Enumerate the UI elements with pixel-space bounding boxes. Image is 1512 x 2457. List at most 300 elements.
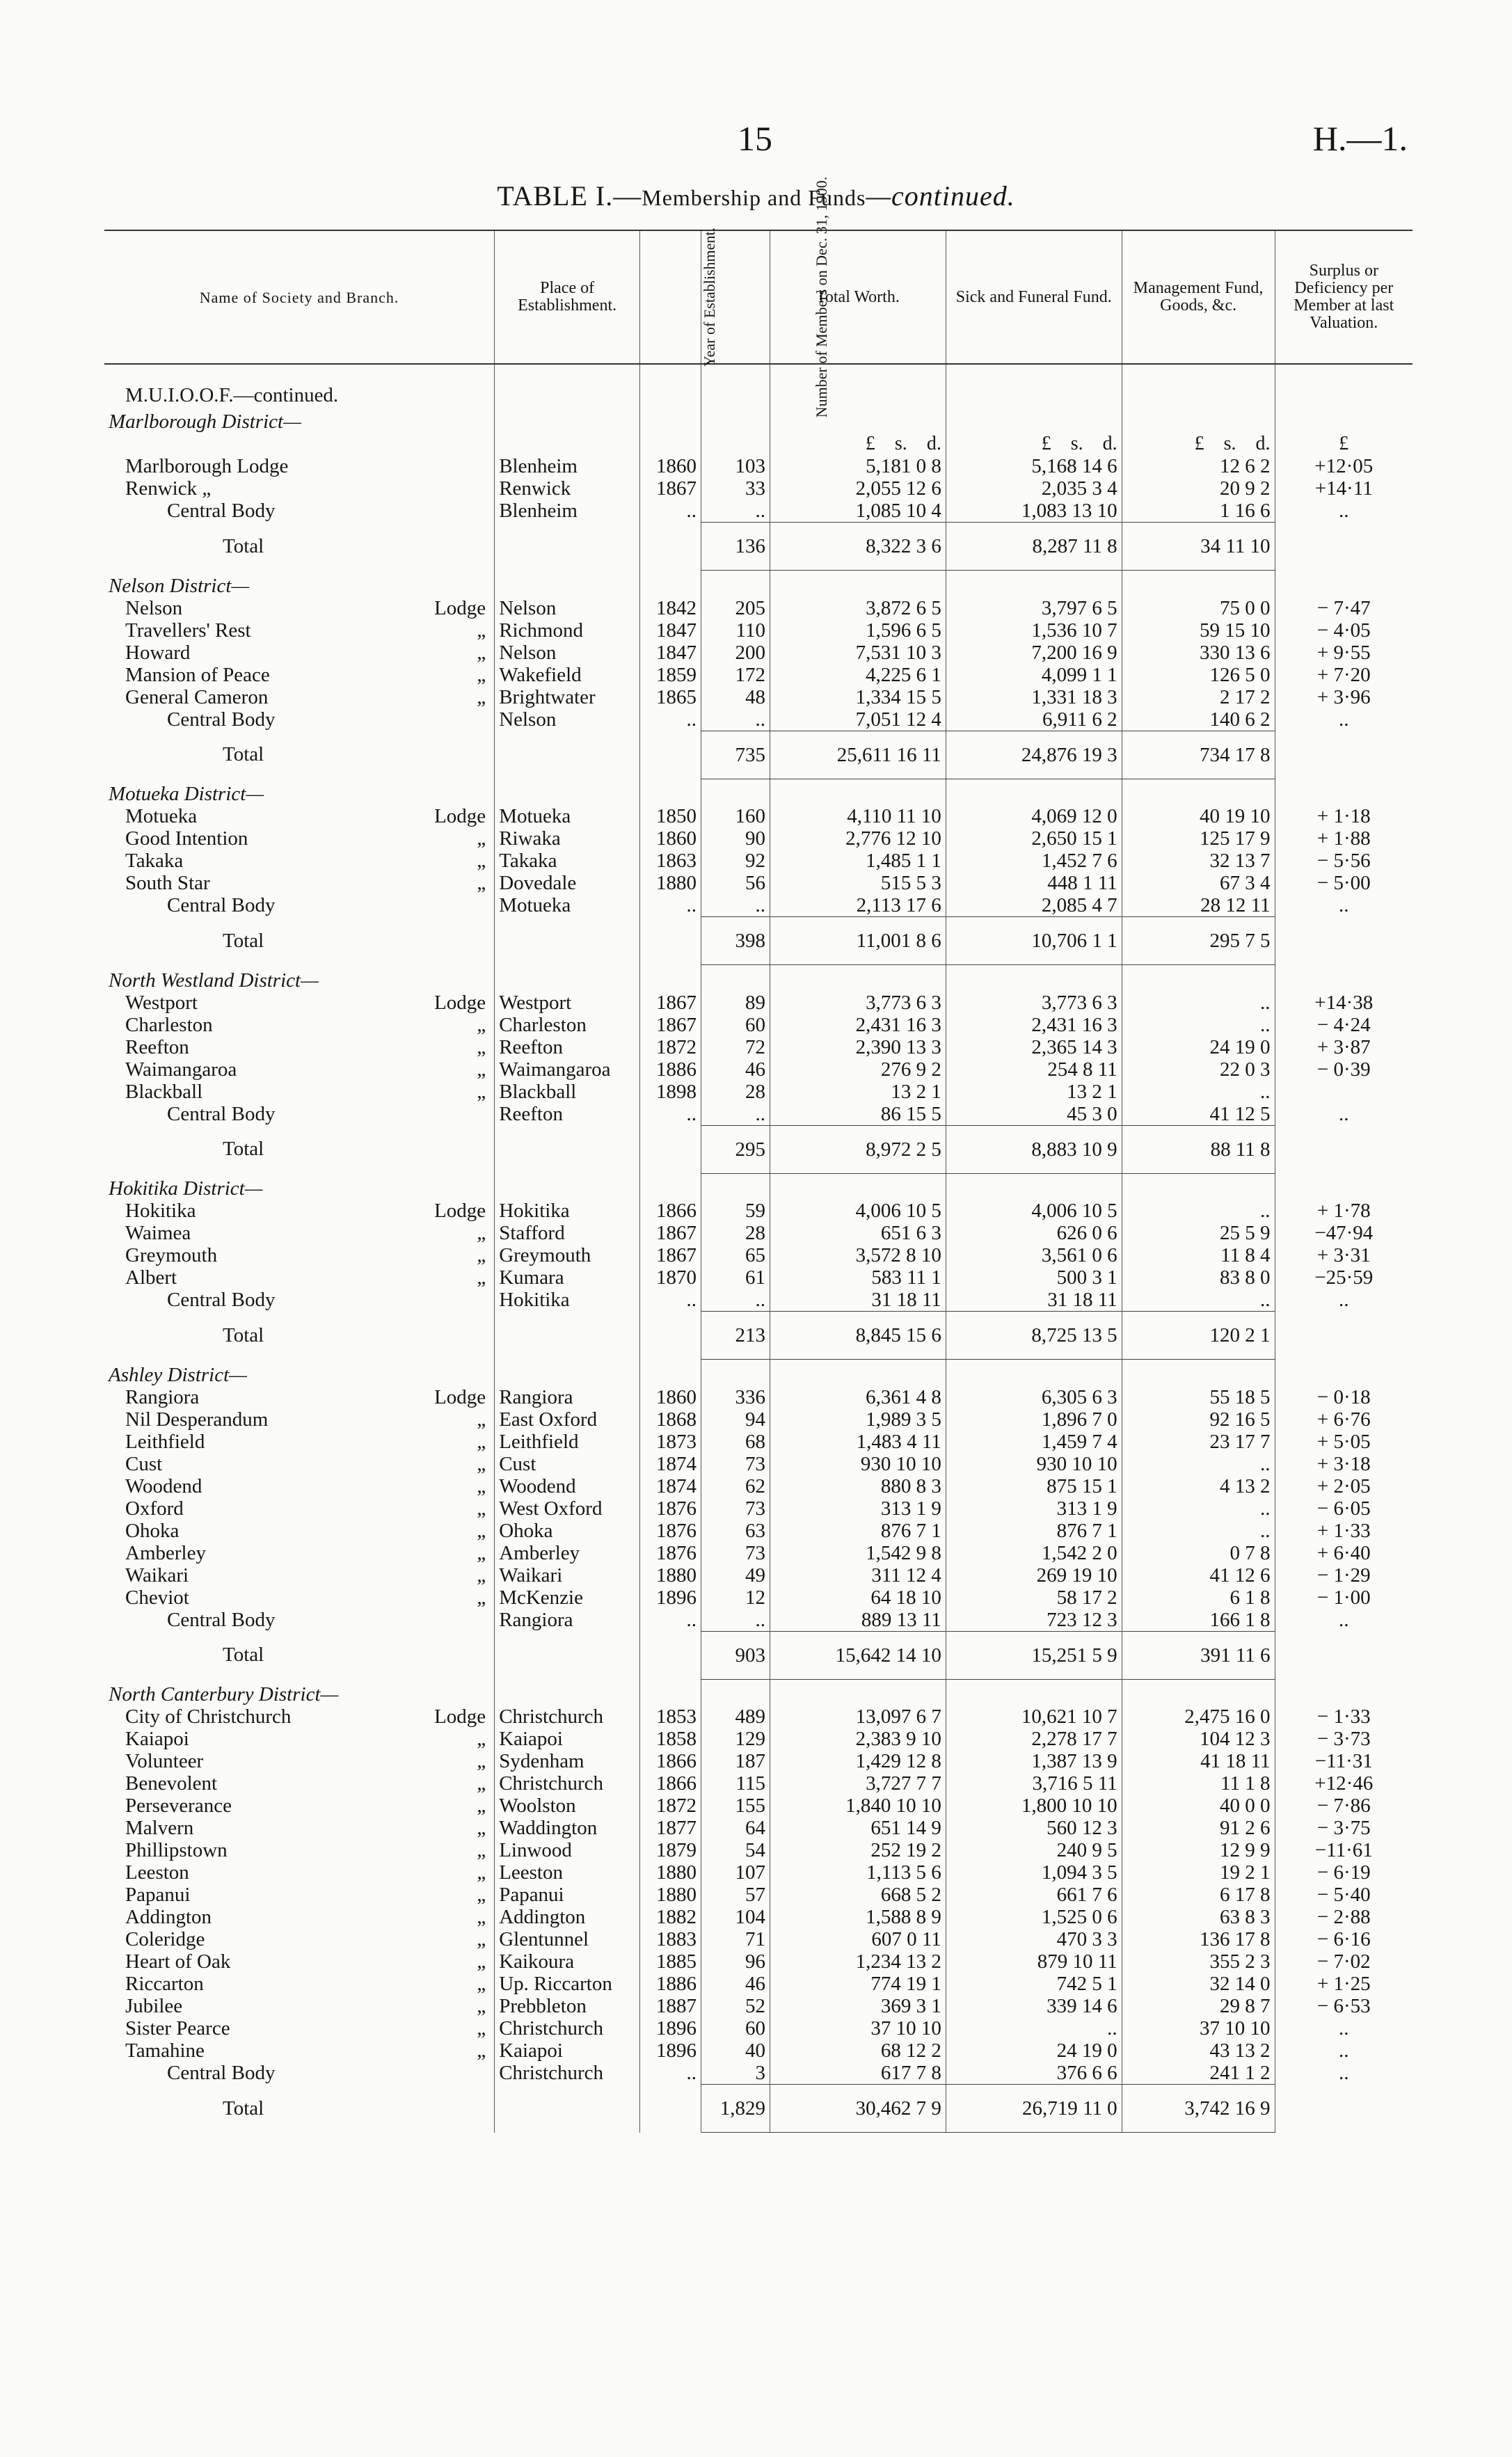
currency-heading (770, 433, 946, 455)
surplus-cell: −25·59 (1275, 1266, 1412, 1289)
table-row (104, 1750, 1412, 1772)
branch-name (104, 1475, 495, 1497)
members-cell: 73 (701, 1497, 770, 1520)
table-row (104, 1795, 1412, 1817)
members-cell: 49 (701, 1564, 770, 1587)
branch-label: Mansion of Peace (125, 663, 270, 686)
surplus-cell: − 6·53 (1275, 1995, 1412, 2017)
branch-label: Travellers' Rest (125, 619, 251, 642)
year-cell: 1883 (640, 1928, 701, 1950)
sick-fund-cell: 875 15 1 (946, 1475, 1122, 1497)
year-cell: 1860 (640, 1386, 701, 1408)
surplus-cell: −47·94 (1275, 1222, 1412, 1244)
lodge-word: „ (477, 1564, 486, 1587)
year-cell: 1847 (640, 642, 701, 664)
blank-cell (946, 1173, 1122, 1200)
lodge-word: Lodge (434, 805, 486, 827)
worth-cell: 3,773 6 3 (770, 992, 946, 1014)
year-cell: 1873 (640, 1431, 701, 1453)
blank-cell (701, 779, 770, 805)
worth-cell: 880 8 3 (770, 1475, 946, 1497)
year-cell: 1885 (640, 1950, 701, 1973)
place-cell: Brightwater (495, 686, 640, 708)
lodge-word: „ (477, 1519, 486, 1542)
year-cell: 1879 (640, 1839, 701, 1861)
worth-cell: 1,085 10 4 (770, 500, 946, 523)
management-cell: 43 13 2 (1122, 2039, 1275, 2062)
sick-fund-cell: 1,083 13 10 (946, 500, 1122, 523)
surplus-cell: − 1·29 (1275, 1564, 1412, 1587)
members-cell: 200 (701, 642, 770, 664)
blank-cell (1122, 779, 1275, 805)
blank-cell (495, 779, 640, 805)
surplus-cell: .. (1275, 500, 1412, 523)
branch-name (104, 1884, 495, 1906)
management-cell: 32 13 7 (1122, 850, 1275, 872)
header-year (640, 227, 719, 367)
lodge-word: „ (477, 872, 486, 894)
lodge-word: „ (477, 1541, 486, 1564)
members-cell: 57 (701, 1884, 770, 1906)
members-cell: 103 (701, 455, 770, 477)
currency-unit: £ (865, 433, 875, 454)
place-cell: East Oxford (495, 1408, 640, 1431)
members-cell: 65 (701, 1244, 770, 1266)
table-row (104, 1081, 1412, 1103)
branch-label: Central Body (167, 1608, 276, 1631)
blank-cell (640, 965, 701, 992)
worth-cell: 1,113 5 6 (770, 1861, 946, 1884)
sick-fund-cell: 269 19 10 (946, 1564, 1122, 1587)
total-row (104, 1631, 1412, 1679)
lodge-word: „ (477, 1817, 486, 1839)
management-cell: 140 6 2 (1122, 708, 1275, 731)
lodge-word: Lodge (434, 991, 486, 1014)
total-row (104, 1125, 1412, 1173)
branch-name (104, 992, 495, 1014)
management-cell: 32 14 0 (1122, 1973, 1275, 1995)
surplus-cell: − 6·05 (1275, 1497, 1412, 1520)
branch-label: Addington (125, 1906, 212, 1928)
place-cell: Motueka (495, 805, 640, 827)
total-management: 734 17 8 (1122, 731, 1275, 779)
district-heading-row (104, 1360, 1412, 1386)
total-row (104, 523, 1412, 571)
blank-cell (1275, 364, 1412, 406)
lodge-word: „ (477, 2017, 486, 2039)
district-name: Marlborough District— (109, 411, 301, 433)
place-cell: Blenheim (495, 500, 640, 523)
blank-cell (770, 965, 946, 992)
worth-cell: 515 5 3 (770, 872, 946, 894)
table-row (104, 2017, 1412, 2039)
blank-cell (946, 779, 1122, 805)
blank-cell (1275, 1312, 1412, 1360)
sick-fund-cell: 876 7 1 (946, 1520, 1122, 1542)
worth-cell: 2,390 13 3 (770, 1036, 946, 1058)
sick-fund-cell: 1,525 0 6 (946, 1906, 1122, 1928)
year-cell: 1880 (640, 1564, 701, 1587)
blank-cell (946, 571, 1122, 597)
table-row (104, 1609, 1412, 1632)
place-cell: Waimangaroa (495, 1058, 640, 1081)
sick-fund-cell: 4,099 1 1 (946, 664, 1122, 686)
sick-fund-cell: 1,542 2 0 (946, 1542, 1122, 1564)
place-cell: Nelson (495, 597, 640, 619)
management-cell: 37 10 10 (1122, 2017, 1275, 2039)
place-cell: Kaikoura (495, 1950, 640, 1973)
surplus-cell: − 5·56 (1275, 850, 1412, 872)
blank-cell (495, 1125, 640, 1173)
total-label: Total (223, 1644, 264, 1666)
currency-heading (946, 433, 1122, 455)
members-cell: 104 (701, 1906, 770, 1928)
worth-cell: 311 12 4 (770, 1564, 946, 1587)
year-cell: 1872 (640, 1795, 701, 1817)
place-cell: Greymouth (495, 1244, 640, 1266)
place-cell: McKenzie (495, 1587, 640, 1609)
year-cell: 1886 (640, 1058, 701, 1081)
blank-cell (701, 965, 770, 992)
table-row (104, 872, 1412, 894)
lodge-word: „ (477, 1013, 486, 1036)
table-title (0, 180, 1512, 212)
worth-cell: 31 18 11 (770, 1289, 946, 1312)
total-label: Total (223, 743, 264, 765)
surplus-cell: −11·31 (1275, 1750, 1412, 1772)
blank-cell (495, 571, 640, 597)
total-worth: 8,845 15 6 (770, 1312, 946, 1360)
table-row (104, 1950, 1412, 1973)
sick-fund-cell: 4,069 12 0 (946, 805, 1122, 827)
table-row (104, 1222, 1412, 1244)
blank-cell (495, 1679, 640, 1705)
sick-fund-cell: 3,561 0 6 (946, 1244, 1122, 1266)
members-cell: 46 (701, 1058, 770, 1081)
year-cell: 1867 (640, 1222, 701, 1244)
branch-label: Waimangaroa (125, 1058, 237, 1081)
place-cell: Reefton (495, 1103, 640, 1126)
total-sick-fund: 24,876 19 3 (946, 731, 1122, 779)
table-row (104, 1839, 1412, 1861)
sick-fund-cell: 2,650 15 1 (946, 827, 1122, 850)
place-cell: Waddington (495, 1817, 640, 1839)
year-cell: 1880 (640, 1884, 701, 1906)
currency-unit: s. (894, 433, 907, 454)
table-row (104, 2039, 1412, 2062)
total-row (104, 1312, 1412, 1360)
sick-fund-cell: 10,621 10 7 (946, 1705, 1122, 1728)
members-cell: 172 (701, 664, 770, 686)
currency-unit: s. (1223, 433, 1236, 454)
total-members: 398 (701, 917, 770, 965)
branch-name (104, 2017, 495, 2039)
members-cell: 94 (701, 1408, 770, 1431)
surplus-cell: − 6·19 (1275, 1861, 1412, 1884)
lodge-word: „ (477, 1950, 486, 1973)
branch-name (104, 1244, 495, 1266)
lodge-word: „ (477, 1772, 486, 1795)
worth-cell: 64 18 10 (770, 1587, 946, 1609)
management-cell: 6 17 8 (1122, 1884, 1275, 1906)
worth-cell: 2,431 16 3 (770, 1014, 946, 1036)
total-members: 1,829 (701, 2085, 770, 2133)
total-members: 136 (701, 523, 770, 571)
blank-cell (946, 1679, 1122, 1705)
worth-cell: 2,113 17 6 (770, 894, 946, 917)
header-members-label: Number of Members on Dec. 31, 1900. (813, 176, 831, 418)
blank-cell (701, 1173, 770, 1200)
table-row (104, 1884, 1412, 1906)
sick-fund-cell: 24 19 0 (946, 2039, 1122, 2062)
surplus-cell: − 4·24 (1275, 1014, 1412, 1036)
year-cell: 1876 (640, 1497, 701, 1520)
lodge-word: „ (477, 1928, 486, 1950)
management-cell: .. (1122, 1453, 1275, 1475)
management-cell: 355 2 3 (1122, 1950, 1275, 1973)
report-code: H.—1. (1312, 119, 1408, 158)
sick-fund-cell: 3,773 6 3 (946, 992, 1122, 1014)
place-cell: Prebbleton (495, 1995, 640, 2017)
total-label: Total (223, 534, 264, 557)
blank-cell (640, 779, 701, 805)
table-row (104, 805, 1412, 827)
members-cell: 28 (701, 1081, 770, 1103)
branch-name (104, 455, 495, 477)
place-cell: Nelson (495, 708, 640, 731)
branch-name (104, 1772, 495, 1795)
surplus-cell: − 3·73 (1275, 1728, 1412, 1750)
branch-name (104, 664, 495, 686)
members-cell: 187 (701, 1750, 770, 1772)
branch-name (104, 1266, 495, 1289)
blank-cell (1275, 731, 1412, 779)
sick-fund-cell: 58 17 2 (946, 1587, 1122, 1609)
surplus-cell: +14·11 (1275, 477, 1412, 500)
worth-cell: 1,588 8 9 (770, 1906, 946, 1928)
year-cell: 1858 (640, 1728, 701, 1750)
members-cell: 28 (701, 1222, 770, 1244)
worth-cell: 4,225 6 1 (770, 664, 946, 686)
total-sick-fund: 15,251 5 9 (946, 1631, 1122, 1679)
header-total-worth: Total Worth. (770, 230, 946, 364)
year-cell: .. (640, 894, 701, 917)
management-cell: 0 7 8 (1122, 1542, 1275, 1564)
branch-label: Ohoka (125, 1519, 180, 1542)
blank-cell (701, 406, 770, 433)
branch-label: Amberley (125, 1541, 206, 1564)
members-cell: 62 (701, 1475, 770, 1497)
currency-unit: s. (1070, 433, 1083, 454)
members-cell: 40 (701, 2039, 770, 2062)
branch-label: Central Body (167, 894, 276, 916)
members-cell: 129 (701, 1728, 770, 1750)
place-cell: Leithfield (495, 1431, 640, 1453)
sick-fund-cell: 742 5 1 (946, 1973, 1122, 1995)
management-cell: .. (1122, 992, 1275, 1014)
sick-fund-cell: 2,035 3 4 (946, 477, 1122, 500)
table-row (104, 1705, 1412, 1728)
members-cell: 155 (701, 1795, 770, 1817)
worth-cell: 13 2 1 (770, 1081, 946, 1103)
table-row (104, 992, 1412, 1014)
members-cell: 12 (701, 1587, 770, 1609)
branch-name (104, 1036, 495, 1058)
surplus-cell: +12·05 (1275, 455, 1412, 477)
worth-cell: 3,572 8 10 (770, 1244, 946, 1266)
branch-name (104, 1750, 495, 1772)
blank-cell (770, 1173, 946, 1200)
worth-cell: 4,006 10 5 (770, 1200, 946, 1222)
blank-cell (701, 433, 770, 455)
sick-fund-cell: 376 6 6 (946, 2062, 1122, 2085)
year-cell: 1867 (640, 1014, 701, 1036)
branch-name (104, 1200, 495, 1222)
management-cell: 104 12 3 (1122, 1728, 1275, 1750)
surplus-cell: .. (1275, 1609, 1412, 1632)
lodge-word: „ (477, 1995, 486, 2017)
table-row (104, 1817, 1412, 1839)
branch-name (104, 1081, 495, 1103)
surplus-cell: + 3·18 (1275, 1453, 1412, 1475)
year-cell: 1870 (640, 1266, 701, 1289)
worth-cell: 313 1 9 (770, 1497, 946, 1520)
management-cell: 23 17 7 (1122, 1431, 1275, 1453)
table-row (104, 619, 1412, 642)
place-cell: Christchurch (495, 1772, 640, 1795)
lodge-word: „ (477, 827, 486, 850)
lodge-word: „ (477, 1430, 486, 1453)
management-cell: 75 0 0 (1122, 597, 1275, 619)
table-row (104, 1973, 1412, 1995)
management-cell: 1 16 6 (1122, 500, 1275, 523)
branch-label: South Star (125, 872, 210, 894)
blank-cell (1122, 965, 1275, 992)
currency-unit: d. (1255, 433, 1271, 454)
branch-label: Nelson (125, 596, 183, 619)
surplus-cell: + 5·05 (1275, 1431, 1412, 1453)
surplus-cell: + 3·87 (1275, 1036, 1412, 1058)
year-cell: 1865 (640, 686, 701, 708)
branch-name (104, 1728, 495, 1750)
branch-name (104, 686, 495, 708)
sick-fund-cell: 1,800 10 10 (946, 1795, 1122, 1817)
surplus-cell: − 1·33 (1275, 1705, 1412, 1728)
lodge-word: „ (477, 1266, 486, 1289)
worth-cell: 617 7 8 (770, 2062, 946, 2085)
lodge-word: Lodge (434, 1385, 486, 1408)
surplus-cell: +12·46 (1275, 1772, 1412, 1795)
branch-label: Greymouth (125, 1244, 218, 1266)
management-cell: .. (1122, 1497, 1275, 1520)
blank-cell (495, 433, 640, 455)
blank-cell (640, 406, 701, 433)
table-row (104, 1036, 1412, 1058)
total-worth: 25,611 16 11 (770, 731, 946, 779)
year-cell: 1867 (640, 992, 701, 1014)
blank-cell (1275, 1679, 1412, 1705)
table-row (104, 1861, 1412, 1884)
blank-cell (946, 364, 1122, 406)
blank-cell (495, 1173, 640, 1200)
sick-fund-cell: 240 9 5 (946, 1839, 1122, 1861)
header-year-label: Year of Establishment. (701, 227, 719, 367)
place-cell: Woolston (495, 1795, 640, 1817)
place-cell: Wakefield (495, 664, 640, 686)
place-cell: Leeston (495, 1861, 640, 1884)
branch-label: Hokitika (125, 1200, 196, 1222)
year-cell: 1898 (640, 1081, 701, 1103)
branch-name (104, 1103, 495, 1126)
table-row (104, 597, 1412, 619)
surplus-cell: − 7·02 (1275, 1950, 1412, 1973)
branch-name (104, 2062, 495, 2085)
blank-cell (495, 1360, 640, 1386)
place-cell: Kaiapoi (495, 2039, 640, 2062)
year-cell: 1896 (640, 2017, 701, 2039)
place-cell: Christchurch (495, 2062, 640, 2085)
sick-fund-cell: 2,431 16 3 (946, 1014, 1122, 1036)
table-row (104, 2062, 1412, 2085)
branch-label: Kaiapoi (125, 1728, 189, 1750)
surplus-cell: + 1·88 (1275, 827, 1412, 850)
total-worth: 8,972 2 5 (770, 1125, 946, 1173)
branch-label: Sister Pearce (125, 2017, 230, 2039)
surplus-cell: .. (1275, 2039, 1412, 2062)
sick-fund-cell: 723 12 3 (946, 1609, 1122, 1632)
blank-cell (104, 433, 495, 455)
blank-cell (946, 1360, 1122, 1386)
members-cell: 60 (701, 1014, 770, 1036)
total-management: 3,742 16 9 (1122, 2085, 1275, 2133)
branch-name (104, 1520, 495, 1542)
lodge-word: „ (477, 1795, 486, 1817)
members-cell: 3 (701, 2062, 770, 2085)
total-worth: 11,001 8 6 (770, 917, 946, 965)
table-row (104, 664, 1412, 686)
management-cell: 11 1 8 (1122, 1772, 1275, 1795)
management-cell: 2,475 16 0 (1122, 1705, 1275, 1728)
surplus-cell: − 7·47 (1275, 597, 1412, 619)
total-management: 120 2 1 (1122, 1312, 1275, 1360)
year-cell: .. (640, 500, 701, 523)
blank-cell (770, 779, 946, 805)
worth-cell: 86 15 5 (770, 1103, 946, 1126)
blank-cell (770, 1679, 946, 1705)
branch-label: City of Christchurch (125, 1705, 292, 1728)
branch-name (104, 708, 495, 731)
worth-cell: 668 5 2 (770, 1884, 946, 1906)
lodge-word: „ (477, 1497, 486, 1520)
year-cell: 1867 (640, 1244, 701, 1266)
district-name: Ashley District— (109, 1363, 247, 1386)
place-cell: Christchurch (495, 2017, 640, 2039)
blank-cell (495, 406, 640, 433)
table-row (104, 1772, 1412, 1795)
branch-label: Central Body (167, 1289, 276, 1311)
district-name: Motueka District— (109, 783, 264, 805)
members-cell: 73 (701, 1453, 770, 1475)
management-cell: 59 15 10 (1122, 619, 1275, 642)
branch-label: Charleston (125, 1013, 213, 1036)
lodge-word: Lodge (434, 1705, 486, 1728)
members-cell: 90 (701, 827, 770, 850)
surplus-cell: + 1·25 (1275, 1973, 1412, 1995)
year-cell: 1880 (640, 872, 701, 894)
branch-name (104, 597, 495, 619)
branch-label: Tamahine (125, 2039, 205, 2062)
lodge-word: „ (477, 2039, 486, 2062)
